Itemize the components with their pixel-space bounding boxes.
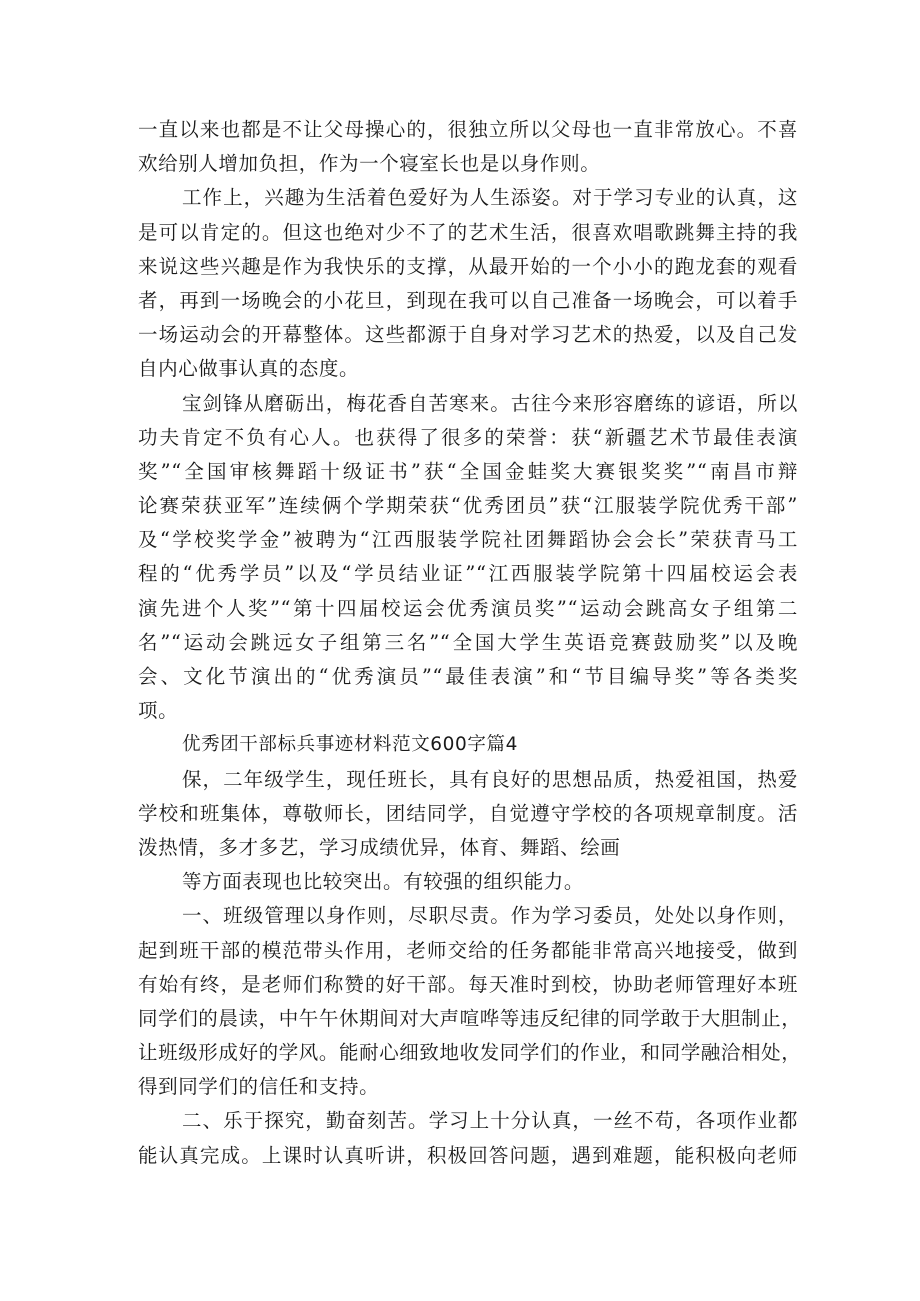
paragraph-start-line: 保，二年级学生，现任班长，具有良好的思想品质，热爱祖国，热爱 <box>182 767 798 791</box>
text-line: 及“学校奖学金”被聘为“江西服装学院社团舞蹈协会会长”荣获青马工 <box>138 528 798 552</box>
text-line: 论赛荣获亚军”连续俩个学期荣获“优秀团员”获“江服装学院优秀干部” <box>138 494 798 518</box>
text-line: 来说这些兴趣是作为我快乐的支撑，从最开始的一个小小的跑龙套的观看 <box>138 254 798 278</box>
section-heading: 优秀团干部标兵事迹材料范文600字篇4 <box>182 734 518 756</box>
paragraph-start-line: 等方面表现也比较突出。有较强的组织能力。 <box>182 870 585 894</box>
text-line: 让班级形成好的学风。能耐心细致地收发同学们的作业，和同学融洽相处， <box>138 1041 802 1065</box>
text-line: 起到班干部的模范带头作用，老师交给的任务都能非常高兴地接受，做到 <box>138 938 798 962</box>
text-line: 一直以来也都是不让父母操心的，很独立所以父母也一直非常放心。不喜 <box>138 118 798 141</box>
text-line: 程的“优秀学员”以及“学员结业证”“江西服装学院第十四届校运会表 <box>138 562 798 586</box>
text-line: 奖”“全国审核舞蹈十级证书”获“全国金蛙奖大赛银奖奖”“南昌市辩 <box>138 459 798 483</box>
text-line: 欢给别人增加负担，作为一个寝室长也是以身作则。 <box>138 152 601 176</box>
text-line: 项。 <box>138 699 179 723</box>
document-body <box>138 113 802 1173</box>
text-line: 有始有终，是老师们称赞的好干部。每天准时到校，协助老师管理好本班 <box>138 972 798 996</box>
text-line: 是可以肯定的。但这也绝对少不了的艺术生活，很喜欢唱歌跳舞主持的我 <box>138 220 798 244</box>
text-line: 一场运动会的开幕整体。这些都源于自身对学习艺术的热爱，以及自己发 <box>138 323 798 347</box>
text-line: 会、文化节演出的“优秀演员”“最佳表演”和“节目编导奖”等各类奖 <box>138 665 798 688</box>
text-line: 能认真完成。上课时认真听讲，积极回答问题，遇到难题，能积极向老师 <box>138 1143 798 1167</box>
text-line: 同学们的晨读，中午午休期间对大声喧哗等违反纪律的同学敢于大胆制止， <box>138 1006 802 1030</box>
text-line: 学校和班集体，尊敬师长，团结同学，自觉遵守学校的各项规章制度。活 <box>138 801 798 825</box>
text-line: 名”“运动会跳远女子组第三名”“全国大学生英语竞赛鼓励奖”以及晚 <box>138 630 798 654</box>
paragraph-start-line: 一、班级管理以身作则，尽职尽责。作为学习委员，处处以身作则， <box>182 904 798 928</box>
text-line: 功夫肯定不负有心人。也获得了很多的荣誉：获“新疆艺术节最佳表演 <box>138 425 798 449</box>
text-line: 得到同学们的信任和支持。 <box>138 1075 380 1099</box>
paragraph-start-line: 二、乐于探究，勤奋刻苦。学习上十分认真，一丝不苟，各项作业都 <box>182 1109 798 1133</box>
text-line: 演先进个人奖”“第十四届校运会优秀演员奖”“运动会跳高女子组第二 <box>138 596 798 620</box>
paragraph-start-line: 宝剑锋从磨砺出，梅花香自苦寒来。古往今来形容磨练的谚语，所以 <box>182 391 798 415</box>
paragraph-start-line: 工作上，兴趣为生活着色爱好为人生添姿。对于学习专业的认真，这 <box>182 186 798 210</box>
text-line: 自内心做事认真的态度。 <box>138 357 360 381</box>
text-line: 者，再到一场晚会的小花旦，到现在我可以自己准备一场晚会，可以着手 <box>138 288 798 312</box>
text-line: 泼热情，多才多艺，学习成绩优异，体育、舞蹈、绘画 <box>138 835 621 859</box>
